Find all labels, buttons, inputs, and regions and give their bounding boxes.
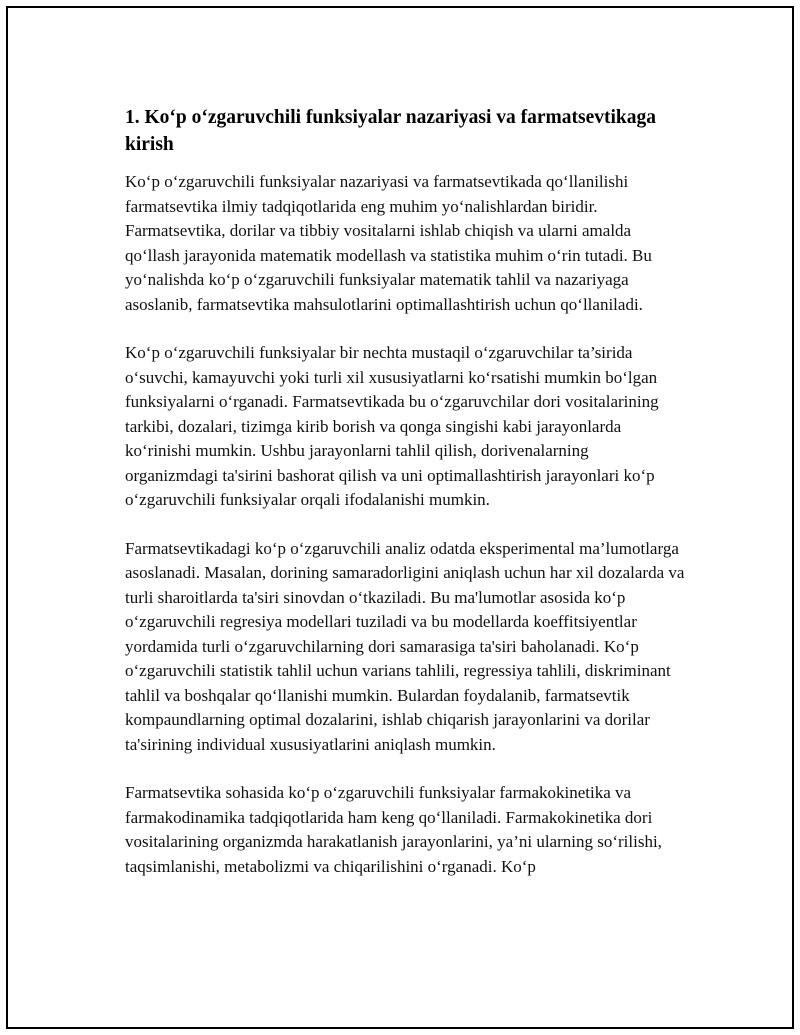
paragraph-intro: Ko‘p o‘zgaruvchili funksiyalar nazariyasi va farmatsevtikada qo‘llanilishi farmatsevtika ilmiy tadqiqotlarida eng muhim yo‘nalishlardan biridir. Farmatsevtika, dorilar va tibbiy vositalarni ishlab chiqish va ularni amalda qo‘llash jarayonida matematik modellash va statistika muhim o‘rin tutadi. Bu yo‘nalishda ko‘p o‘zgaruvchili funksiyalar matematik tahlil va nazariyaga asoslanib, farmatsevtika mahsulotlarini optimallashtirish uchun qo‘llaniladi. [125,172,652,314]
paragraph-variables: Ko‘p o‘zgaruvchili funksiyalar bir nechta mustaqil o‘zgaruvchilar ta’sirida o‘suvchi, kamayuvchi yoki turli xil xususiyatlarni ko‘rsatishi mumkin bo‘lgan funksiyalarni o‘rganadi. Farmatsevtikada bu o‘zgaruvchilar dori vositalarining tarkibi, dozalari, tizimga kirib borish va qonga singishi kabi jarayonlarda ko‘rinishi mumkin. Ushbu jarayonlarni tahlil qilish, dorivenalarning organizmdagi ta'sirini bashorat qilish va uni optimallashtirish jarayonlari ko‘p o‘zgaruvchili funksiyalar orqali ifodalanishi mumkin. [125,343,659,509]
document-body [125,104,685,903]
page-frame [6,6,794,1029]
paragraph-analysis: Farmatsevtikadagi ko‘p o‘zgaruvchili analiz odatda eksperimental ma’lumotlarga asoslanadi. Masalan, dorining samaradorligini aniqlash uchun har xil dozalarda va turli sharoitlarda ta'siri sinovdan o‘tkaziladi. Bu ma'lumotlar asosida ko‘p o‘zgaruvchili regresiya modellari tuziladi va bu modellarda koeffitsiyentlar yordamida turli o‘zgaruvchilarning dori samarasiga ta'siri baholanadi. Ko‘p o‘zgaruvchili statistik tahlil uchun varians tahlili, regressiya tahlili, diskriminant tahlil va boshqalar qo‘llanishi mumkin. Bulardan foydalanib, farmatsevtik kompaundlarning optimal dozalarini, ishlab chiqarish jarayonlarini va dorilar ta'sirining individual xususiyatlarini aniqlash mumkin. [125,538,685,754]
section-title: 1. Ko‘p o‘zgaruvchili funksiyalar nazariyasi va farmatsevtikaga kirish [125,107,657,155]
paragraph-pharmacokinetics: Farmatsevtika sohasida ko‘p o‘zgaruvchili funksiyalar farmakokinetika va farmakodinamika tadqiqotlarida ham keng qo‘llaniladi. Farmakokinetika dori vositalarining organizmda harakatlanish jarayonlarini, ya’ni ularning so‘rilishi, taqsimlanishi, metabolizmi va chiqarilishini o‘rganadi. Ko‘p [125,783,662,876]
